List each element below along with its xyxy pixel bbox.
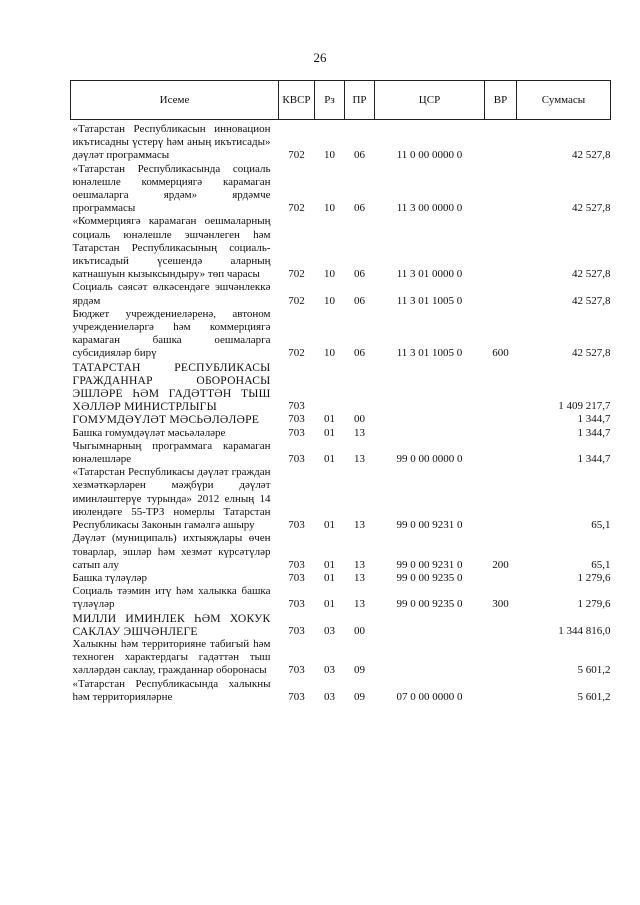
cell-vr xyxy=(485,678,517,704)
cell-pr: 09 xyxy=(354,664,365,677)
header-csr: ЦСР xyxy=(375,81,485,120)
table-row xyxy=(71,308,611,361)
cell-sum: 1 344,7 xyxy=(577,453,611,466)
cell-sum: 1 344,7 xyxy=(577,426,611,439)
cell-pr: 06 xyxy=(354,202,365,215)
cell-rz: 10 xyxy=(324,294,335,307)
cell-vr xyxy=(485,466,517,532)
cell-kvsr: 703 xyxy=(288,426,305,439)
cell-kvsr: 703 xyxy=(288,413,305,426)
cell-kvsr: 703 xyxy=(288,624,305,637)
header-rz: Рз xyxy=(315,81,345,120)
header-sum: Суммасы xyxy=(517,81,611,120)
cell-pr: 13 xyxy=(354,571,365,584)
table-row xyxy=(71,120,611,163)
cell-csr: 11 3 01 0000 0 xyxy=(396,268,463,281)
cell-csr xyxy=(375,361,485,414)
table-row xyxy=(71,163,611,216)
cell-rz: 01 xyxy=(324,571,335,584)
cell-name: Халыкны һәм территорияне табигый һәм техноген характердагы гадәттән тыш хәлләрдән саклау, гражданнар оборонасы xyxy=(72,637,271,677)
cell-vr xyxy=(485,440,517,466)
table-header-row xyxy=(71,81,611,120)
cell-name: ГОМУМДӘҮЛӘТ МӘСЬӘЛӘЛӘРЕ xyxy=(72,413,260,427)
cell-kvsr: 703 xyxy=(288,571,305,584)
cell-pr: 06 xyxy=(354,149,365,162)
table-row xyxy=(71,413,611,426)
cell-rz: 01 xyxy=(324,453,335,466)
cell-name: Башка гомумдәүләт мәсьәләләре xyxy=(72,426,226,439)
cell-sum: 42 527,8 xyxy=(572,347,611,360)
cell-name: Социаль тәэмин итү һәм халыкка башка түләүләр xyxy=(72,585,271,611)
table-row xyxy=(71,281,611,307)
cell-pr xyxy=(345,361,375,414)
cell-sum: 5 601,2 xyxy=(577,664,611,677)
cell-rz: 10 xyxy=(324,268,335,281)
cell-sum: 1 344,7 xyxy=(577,413,611,426)
cell-csr xyxy=(375,612,485,638)
cell-kvsr: 703 xyxy=(288,664,305,677)
table-row xyxy=(71,532,611,572)
cell-sum: 42 527,8 xyxy=(572,294,611,307)
table-row xyxy=(71,572,611,585)
header-kvsr: КВСР xyxy=(279,81,315,120)
cell-csr: 11 3 00 0000 0 xyxy=(396,202,463,215)
cell-pr: 13 xyxy=(354,453,365,466)
cell-kvsr: 703 xyxy=(288,519,305,532)
table-row xyxy=(71,638,611,678)
table-row xyxy=(71,440,611,466)
cell-vr xyxy=(485,120,517,163)
cell-csr: 99 0 00 9235 0 xyxy=(396,571,463,584)
cell-kvsr: 702 xyxy=(288,202,305,215)
cell-vr xyxy=(485,638,517,678)
cell-csr: 99 0 00 0000 0 xyxy=(396,453,463,466)
table-row xyxy=(71,612,611,638)
cell-name: «Татарстан Республикасын инновацион икътисадны үстерү һәм аның икътисады» дәүләт программасы xyxy=(72,123,271,162)
table-row xyxy=(71,585,611,611)
cell-sum: 42 527,8 xyxy=(572,268,611,281)
page-number: 26 xyxy=(313,50,327,65)
cell-kvsr: 702 xyxy=(288,294,305,307)
cell-rz: 10 xyxy=(324,149,335,162)
cell-name: Чыгымнарның программага карамаган юнәлешләре xyxy=(72,439,271,466)
cell-vr xyxy=(485,612,517,638)
cell-pr: 06 xyxy=(354,347,365,360)
cell-csr xyxy=(375,427,485,440)
cell-sum: 1 344 816,0 xyxy=(558,624,611,637)
cell-csr: 11 3 01 1005 0 xyxy=(396,347,463,360)
cell-csr: 99 0 00 9235 0 xyxy=(396,598,463,611)
cell-kvsr: 702 xyxy=(288,347,305,360)
cell-rz: 10 xyxy=(324,202,335,215)
cell-kvsr: 702 xyxy=(288,268,305,281)
cell-pr: 13 xyxy=(354,558,365,571)
cell-rz: 03 xyxy=(324,690,335,703)
cell-sum: 1 279,6 xyxy=(577,571,611,584)
cell-name: Башка түләүләр xyxy=(72,571,148,584)
cell-vr xyxy=(485,163,517,216)
cell-name: Социаль сәясәт өлкәсендәге эшчәнлеккә ярдәм xyxy=(72,281,271,307)
cell-sum: 42 527,8 xyxy=(572,149,611,162)
cell-pr: 13 xyxy=(354,519,365,532)
cell-pr: 13 xyxy=(354,426,365,439)
cell-rz: 03 xyxy=(324,624,335,637)
cell-rz: 03 xyxy=(324,664,335,677)
cell-pr: 00 xyxy=(354,413,365,426)
cell-name: Дәүләт (муниципаль) ихтыяҗлары өчен товарлар, эшләр һәм хезмәт күрсәтүләр сатып алу xyxy=(72,532,271,571)
cell-kvsr: 703 xyxy=(288,400,305,413)
cell-sum: 65,1 xyxy=(591,519,611,532)
cell-pr: 09 xyxy=(354,690,365,703)
cell-kvsr: 703 xyxy=(288,558,305,571)
cell-sum: 5 601,2 xyxy=(577,690,611,703)
cell-sum: 1 279,6 xyxy=(577,598,611,611)
header-vr: ВР xyxy=(485,81,517,120)
cell-vr: 200 xyxy=(492,558,509,571)
cell-pr: 13 xyxy=(354,598,365,611)
cell-csr: 99 0 00 9231 0 xyxy=(396,558,463,571)
table-row xyxy=(71,215,611,281)
cell-vr xyxy=(485,572,517,585)
cell-kvsr: 703 xyxy=(288,690,305,703)
table-row xyxy=(71,427,611,440)
cell-rz: 01 xyxy=(324,598,335,611)
cell-csr: 11 0 00 0000 0 xyxy=(396,149,463,162)
cell-rz: 01 xyxy=(324,519,335,532)
cell-pr: 06 xyxy=(354,294,365,307)
cell-pr: 06 xyxy=(354,268,365,281)
cell-name: МИЛЛИ ИМИНЛЕК ҺӘМ ХОКУК САКЛАУ ЭШЧӘНЛЕГЕ xyxy=(72,611,271,638)
cell-kvsr: 703 xyxy=(288,453,305,466)
cell-pr: 00 xyxy=(354,624,365,637)
cell-rz: 01 xyxy=(324,426,335,439)
cell-vr xyxy=(485,215,517,281)
cell-rz: 10 xyxy=(324,347,335,360)
cell-name: Бюджет учреждениеләренә, автоном учреждениеләргә һәм коммерциягә карамаган башка оешмаларга субсидияләр бирү xyxy=(72,307,271,360)
cell-vr xyxy=(485,427,517,440)
cell-rz: 01 xyxy=(324,558,335,571)
cell-name: «Татарстан Республикасында халыкны һәм территорияләрне xyxy=(72,677,271,703)
cell-name: «Татарстан Республикасы дәүләт граждан хезмәткәрләрен мәҗбүри дәүләт иминләштерүе турында» 2012 елның 14 июлендәге 55-ТРЗ номерлы Татарстан Республикасы Законын гамәлгә ашыру xyxy=(72,466,271,532)
cell-rz xyxy=(315,361,345,414)
cell-kvsr: 702 xyxy=(288,149,305,162)
header-name: Исеме xyxy=(71,81,279,120)
cell-csr: 99 0 00 9231 0 xyxy=(396,519,463,532)
cell-kvsr: 703 xyxy=(288,598,305,611)
table-row xyxy=(71,678,611,704)
cell-csr: 11 3 01 1005 0 xyxy=(396,294,463,307)
table-body xyxy=(71,120,611,704)
cell-vr xyxy=(485,281,517,307)
cell-vr: 300 xyxy=(492,598,509,611)
table-row xyxy=(71,361,611,414)
cell-csr: 07 0 00 0000 0 xyxy=(396,690,463,703)
cell-csr xyxy=(375,638,485,678)
cell-sum: 42 527,8 xyxy=(572,202,611,215)
cell-vr xyxy=(485,361,517,414)
cell-name: «Коммерциягә карамаган оешмаларның социаль юнәлешле эшчәнлеген һәм Татарстан Республикасының социаль-икътисадый үсешендә аларның катнашуын кызыксындыру» төп чарасы xyxy=(72,215,271,281)
table-row xyxy=(71,466,611,532)
cell-vr: 600 xyxy=(492,347,509,360)
cell-sum: 1 409 217,7 xyxy=(558,400,611,413)
header-pr: ПР xyxy=(345,81,375,120)
cell-csr xyxy=(375,413,485,426)
budget-table xyxy=(70,80,611,704)
cell-vr xyxy=(485,413,517,426)
cell-rz: 01 xyxy=(324,413,335,426)
cell-name: ТАТАРСТАН РЕСПУБЛИКАСЫ ГРАЖДАННАР ОБОРОНАСЫ ЭШЛӘРЕ ҺӘМ ГАДӘТТӘН ТЫШ ХӘЛЛӘР МИНИСТРЛЫГЫ xyxy=(72,360,271,414)
cell-name: «Татарстан Республикасында социаль юнәлешле коммерциягә карамаган оешмаларга ярдәм» ярдәмче программасы xyxy=(72,162,271,215)
cell-sum: 65,1 xyxy=(591,558,611,571)
